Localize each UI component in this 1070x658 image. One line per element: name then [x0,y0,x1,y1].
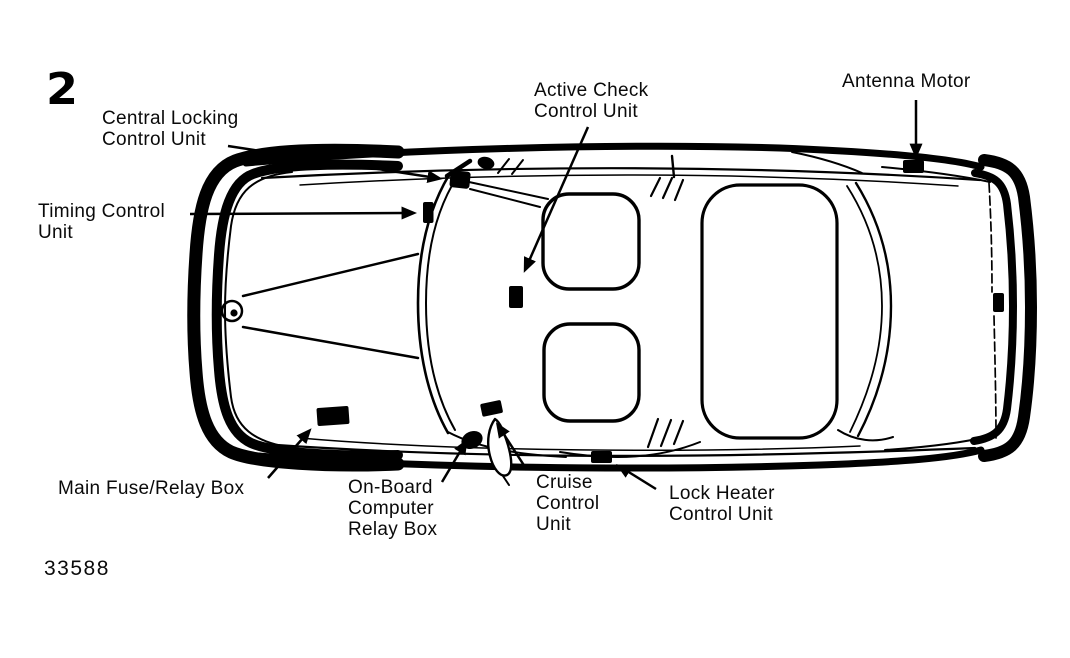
label-line: Lock Heater [669,483,775,504]
label-line: Timing Control [38,201,166,222]
lock-heater-unit-marker [591,451,612,463]
component-markers [316,155,1004,463]
cruise-control-unit-marker [480,400,503,417]
b-pillar-tick-bottom-3 [674,421,683,444]
rear-window-arc-outer [856,183,891,436]
rear-window-bottom-swoosh [838,430,893,440]
cowl-tick-2 [512,160,523,174]
label-antenna-motor [842,71,971,92]
figure-number: 2 [46,63,79,115]
sunroof-panel [702,185,837,438]
label-lock-heater-control-unit [669,483,775,525]
active-check-unit-marker [509,286,523,308]
antenna-motor-marker [903,160,924,173]
central-locking-unit-marker [449,170,471,189]
timing-control-leader-arrow [190,213,404,214]
b-pillar-tick-bottom-1 [648,419,658,447]
lock-heater-leader-arrow [627,471,656,489]
timing-control-unit-marker [423,202,434,223]
label-cruise-control-unit [536,472,599,535]
cowl-tick-1 [498,159,509,173]
car-body-outline [194,146,1031,485]
trunk-latch-marker [993,293,1004,312]
label-line: Active Check [534,80,649,101]
hood-emblem-dot [230,309,237,316]
floor-wedge-tail [503,476,509,485]
label-active-check-control-unit [534,80,648,122]
label-line: Computer [348,498,434,519]
label-line: On-Board [348,477,433,498]
window-sill-top-2 [300,175,958,186]
b-pillar-join-top [672,156,674,177]
front-bumper-inner [217,165,398,456]
hood-crease-upper [243,254,418,296]
label-line: Relay Box [348,519,438,540]
label-line: Unit [38,222,73,243]
label-line: Control [536,493,600,514]
label-line: Main Fuse/Relay Box [58,478,245,499]
main-fuse-relay-box-marker [316,406,349,426]
roof-opening-rear [544,324,639,421]
label-line: Control Unit [102,129,206,150]
window-sill-bottom-2 [300,438,860,450]
c-pillar-join [792,152,862,173]
wiper-line-1 [469,182,548,199]
b-pillar-tick-bottom-2 [661,420,671,446]
label-central-locking-control-unit [102,108,239,150]
label-timing-control-unit [38,201,165,243]
label-line: Central Locking [102,108,239,129]
b-pillar-tick-top-1 [651,178,660,196]
b-pillar-tick-top-3 [675,180,683,200]
label-line: Control Unit [534,101,638,122]
drawing-number: 33588 [44,557,110,580]
label-line: Antenna Motor [842,71,971,92]
hood-crease-lower [243,327,418,358]
b-pillar-tick-top-2 [663,178,672,198]
roof-opening-front [543,194,639,289]
label-line: Cruise [536,472,593,493]
wiper-line-2 [470,189,540,207]
label-main-fuse-relay-box [58,478,244,499]
label-line: Unit [536,514,571,535]
label-onboard-computer-relay-box [348,477,437,540]
label-line: Control Unit [669,504,773,525]
